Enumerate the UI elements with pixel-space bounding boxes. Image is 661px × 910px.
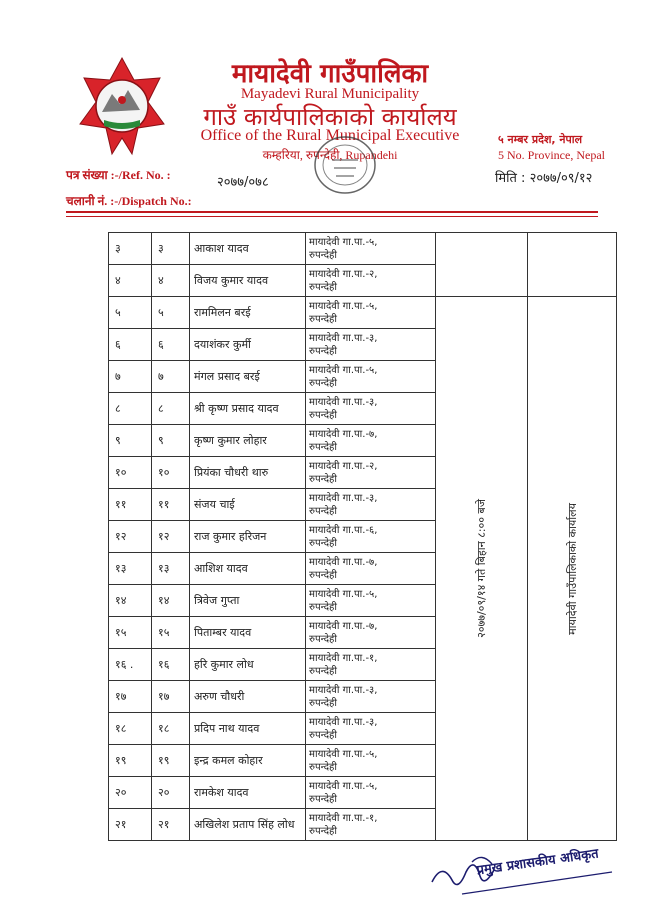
address-line-2: रुपन्देही bbox=[309, 313, 337, 325]
table-row bbox=[109, 297, 617, 329]
address-cell bbox=[306, 553, 436, 585]
office-name-en: Office of the Rural Municipal Executive bbox=[200, 127, 460, 144]
number-cell: २१ bbox=[152, 809, 190, 841]
header-divider-thin bbox=[66, 216, 598, 217]
address-line-2: रुपन्देही bbox=[309, 473, 337, 485]
serial-cell: १४ bbox=[109, 585, 152, 617]
address-line-2: रुपन्देही bbox=[309, 569, 337, 581]
serial-cell: ५ bbox=[109, 297, 152, 329]
address-line-2: रुपन्देही bbox=[309, 377, 337, 389]
ref-no-value: २०७७/०७८ bbox=[217, 175, 269, 190]
address-line-2: रुपन्देही bbox=[309, 665, 337, 677]
office-address: कम्हरिया, रुपन्देही, Rupandehi bbox=[262, 148, 398, 162]
dispatch-no-label: चलानी नं. :-/Dispatch No.: bbox=[66, 194, 192, 208]
time-cell-empty bbox=[436, 233, 528, 297]
name-cell: पिताम्बर यादव bbox=[190, 617, 306, 649]
address-line-1: मायादेवी गा.पा.-३, bbox=[309, 684, 378, 696]
exam-time-text: २०७७/०९/१४ गते बिहान ८:०० बजे bbox=[475, 499, 488, 638]
number-cell: १२ bbox=[152, 521, 190, 553]
number-cell: ११ bbox=[152, 489, 190, 521]
address-line-1: मायादेवी गा.पा.-५, bbox=[309, 780, 378, 792]
address-line-2: रुपन्देही bbox=[309, 249, 337, 261]
name-cell: दयाशंकर कुर्मी bbox=[190, 329, 306, 361]
municipality-name-np: मायादेवी गाउँपालिका bbox=[231, 59, 429, 89]
number-cell: २० bbox=[152, 777, 190, 809]
serial-cell: १७ bbox=[109, 681, 152, 713]
name-cell: रामकेश यादव bbox=[190, 777, 306, 809]
address-cell bbox=[306, 361, 436, 393]
address-line-1: मायादेवी गा.पा.-३, bbox=[309, 716, 378, 728]
serial-cell: १० bbox=[109, 457, 152, 489]
exam-time-cell bbox=[436, 297, 528, 841]
address-line-1: मायादेवी गा.पा.-७, bbox=[309, 556, 378, 568]
address-line-2: रुपन्देही bbox=[309, 505, 337, 517]
exam-venue-text: मायादेवी गाउँपालिकाको कार्यालय bbox=[565, 502, 579, 635]
address-line-2: रुपन्देही bbox=[309, 345, 337, 357]
address-line-2: रुपन्देही bbox=[309, 633, 337, 645]
province-en: 5 No. Province, Nepal bbox=[498, 148, 605, 162]
address-line-1: मायादेवी गा.पा.-५, bbox=[309, 236, 378, 248]
address-line-1: मायादेवी गा.पा.-३, bbox=[309, 396, 378, 408]
address-cell bbox=[306, 713, 436, 745]
address-cell bbox=[306, 233, 436, 265]
address-line-2: रुपन्देही bbox=[309, 537, 337, 549]
number-cell: १६ bbox=[152, 649, 190, 681]
name-cell: हरि कुमार लोध bbox=[190, 649, 306, 681]
address-cell bbox=[306, 777, 436, 809]
address-line-1: मायादेवी गा.पा.-१, bbox=[309, 812, 378, 824]
address-cell bbox=[306, 745, 436, 777]
address-cell bbox=[306, 457, 436, 489]
serial-cell: १६ . bbox=[109, 649, 152, 681]
address-line-1: मायादेवी गा.पा.-५, bbox=[309, 364, 378, 376]
ref-no-label: पत्र संख्या :-/Ref. No. : bbox=[66, 168, 171, 182]
serial-cell: ११ bbox=[109, 489, 152, 521]
number-cell: १९ bbox=[152, 745, 190, 777]
name-cell: विजय कुमार यादव bbox=[190, 265, 306, 297]
address-line-2: रुपन्देही bbox=[309, 697, 337, 709]
address-cell bbox=[306, 617, 436, 649]
address-cell bbox=[306, 489, 436, 521]
address-line-1: मायादेवी गा.पा.-७, bbox=[309, 620, 378, 632]
province-np: ५ नम्बर प्रदेश, नेपाल bbox=[498, 133, 583, 146]
number-cell: ६ bbox=[152, 329, 190, 361]
address-cell bbox=[306, 393, 436, 425]
address-line-2: रुपन्देही bbox=[309, 825, 337, 837]
serial-cell: १५ bbox=[109, 617, 152, 649]
number-cell: ५ bbox=[152, 297, 190, 329]
serial-cell: १९ bbox=[109, 745, 152, 777]
serial-cell: २० bbox=[109, 777, 152, 809]
serial-cell: २१ bbox=[109, 809, 152, 841]
address-line-2: रुपन्देही bbox=[309, 761, 337, 773]
name-cell: संजय चाई bbox=[190, 489, 306, 521]
number-cell: १७ bbox=[152, 681, 190, 713]
name-cell: आशिश यादव bbox=[190, 553, 306, 585]
address-cell bbox=[306, 521, 436, 553]
venue-cell-empty bbox=[528, 233, 617, 297]
name-cell: अखिलेश प्रताप सिंह लोध bbox=[190, 809, 306, 841]
name-cell: इन्द्र कमल कोहार bbox=[190, 745, 306, 777]
name-cell: त्रिवेज गुप्ता bbox=[190, 585, 306, 617]
address-line-1: मायादेवी गा.पा.-५, bbox=[309, 588, 378, 600]
address-line-2: रुपन्देही bbox=[309, 601, 337, 613]
number-cell: १३ bbox=[152, 553, 190, 585]
address-line-2: रुपन्देही bbox=[309, 441, 337, 453]
serial-cell: ६ bbox=[109, 329, 152, 361]
name-cell: प्रियंका चौधरी थारु bbox=[190, 457, 306, 489]
office-name-np: गाउँ कार्यपालिकाको कार्यालय bbox=[203, 103, 457, 131]
number-cell: १८ bbox=[152, 713, 190, 745]
address-line-2: रुपन्देही bbox=[309, 793, 337, 805]
name-cell: आकाश यादव bbox=[190, 233, 306, 265]
number-cell: ४ bbox=[152, 265, 190, 297]
exam-venue-cell bbox=[528, 297, 617, 841]
serial-cell: १८ bbox=[109, 713, 152, 745]
name-cell: कृष्ण कुमार लोहार bbox=[190, 425, 306, 457]
address-cell bbox=[306, 329, 436, 361]
address-cell bbox=[306, 585, 436, 617]
name-cell: प्रदिप नाथ यादव bbox=[190, 713, 306, 745]
address-cell bbox=[306, 649, 436, 681]
address-line-1: मायादेवी गा.पा.-३, bbox=[309, 332, 378, 344]
address-line-1: मायादेवी गा.पा.-५, bbox=[309, 748, 378, 760]
nepal-emblem-logo bbox=[74, 54, 170, 164]
address-line-1: मायादेवी गा.पा.-७, bbox=[309, 428, 378, 440]
serial-cell: ४ bbox=[109, 265, 152, 297]
address-line-1: मायादेवी गा.पा.-२, bbox=[309, 460, 378, 472]
serial-cell: ७ bbox=[109, 361, 152, 393]
address-line-1: मायादेवी गा.पा.-५, bbox=[309, 300, 378, 312]
header-divider bbox=[66, 211, 598, 213]
number-cell: १५ bbox=[152, 617, 190, 649]
number-cell: ७ bbox=[152, 361, 190, 393]
address-line-1: मायादेवी गा.पा.-६, bbox=[309, 524, 378, 536]
number-cell: ८ bbox=[152, 393, 190, 425]
address-cell bbox=[306, 681, 436, 713]
number-cell: ९ bbox=[152, 425, 190, 457]
candidate-table bbox=[108, 232, 617, 841]
address-cell bbox=[306, 297, 436, 329]
address-line-1: मायादेवी गा.पा.-१, bbox=[309, 652, 378, 664]
address-cell bbox=[306, 809, 436, 841]
name-cell: मंगल प्रसाद बरई bbox=[190, 361, 306, 393]
name-cell: अरुण चौधरी bbox=[190, 681, 306, 713]
table-row bbox=[109, 233, 617, 265]
name-cell: राममिलन बरई bbox=[190, 297, 306, 329]
letter-date: मिति : २०७७/०९/१२ bbox=[495, 171, 593, 186]
address-cell bbox=[306, 425, 436, 457]
office-stamp bbox=[300, 130, 390, 200]
serial-cell: १२ bbox=[109, 521, 152, 553]
serial-cell: ८ bbox=[109, 393, 152, 425]
address-line-2: रुपन्देही bbox=[309, 281, 337, 293]
number-cell: १४ bbox=[152, 585, 190, 617]
municipality-name-en: Mayadevi Rural Municipality bbox=[240, 86, 420, 102]
address-line-2: रुपन्देही bbox=[309, 729, 337, 741]
address-line-2: रुपन्देही bbox=[309, 409, 337, 421]
address-cell bbox=[306, 265, 436, 297]
signatory-title: प्रमुख प्रशासकीय अधिकृत bbox=[475, 846, 600, 879]
address-line-1: मायादेवी गा.पा.-२, bbox=[309, 268, 378, 280]
serial-cell: १३ bbox=[109, 553, 152, 585]
number-cell: ३ bbox=[152, 233, 190, 265]
number-cell: १० bbox=[152, 457, 190, 489]
name-cell: श्री कृष्ण प्रसाद यादव bbox=[190, 393, 306, 425]
serial-cell: ३ bbox=[109, 233, 152, 265]
address-line-1: मायादेवी गा.पा.-३, bbox=[309, 492, 378, 504]
serial-cell: ९ bbox=[109, 425, 152, 457]
name-cell: राज कुमार हरिजन bbox=[190, 521, 306, 553]
